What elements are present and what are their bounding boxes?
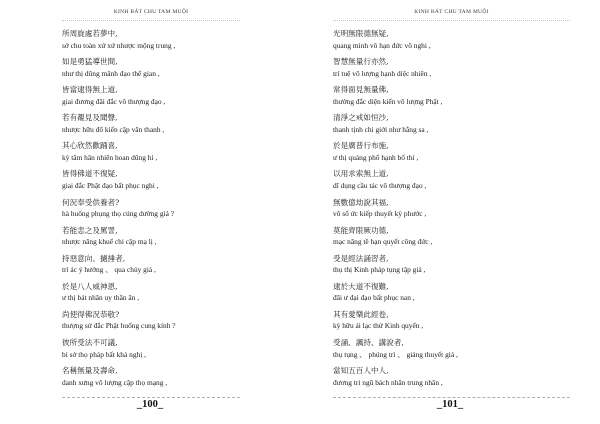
verse-pair (62, 56, 176, 84)
verse-pair (62, 197, 176, 225)
verse-viet-line: hà huống phụng thọ cúng dường giả ? (62, 209, 174, 219)
verse-han-line: 若能恚之及罵詈, (62, 225, 118, 235)
verse-viet-line: ư thị quảng phổ hạnh bố thí , (333, 152, 419, 162)
verse-pair (62, 365, 176, 393)
verse-pair (333, 168, 458, 196)
verse-pair (333, 281, 458, 309)
verse-pair (333, 365, 458, 393)
verse-pair (62, 28, 176, 56)
verse-han-line: 當知五百人中人, (333, 366, 389, 376)
verse-viet-line: trì ác ý hướng 、 qua chủy giả , (62, 265, 156, 275)
verse-han-line: 莫能齊限厥功德, (333, 225, 389, 235)
verse-han-line: 光明無限德無疑, (333, 29, 389, 38)
verse-han-line: 名稱無量及壽命, (62, 366, 118, 376)
verse-pair (62, 309, 176, 337)
verse-pair (62, 225, 176, 253)
verse-viet-line: giai đương đãi đắc vô thượng đạo , (62, 96, 166, 106)
verse-han-line: 何況奉受供養者? (62, 197, 120, 207)
verse-han-line: 逮於大道不復難, (333, 281, 389, 291)
verse-viet-line: thụ tụng 、 phúng trì 、 giảng thuyết giả , (333, 349, 458, 359)
verse-pair (333, 197, 458, 225)
verse-viet-line: đương tri ngũ bách nhân trung nhân , (333, 377, 443, 387)
verse-han-line: 常得面見無量佛, (333, 85, 389, 95)
verse-pair (333, 84, 458, 112)
verse-pair (333, 225, 458, 253)
verse-han-line: 受是經法誦習者, (333, 253, 389, 263)
running-header: KINH BÁT CHU TAM MUỘI (113, 9, 189, 15)
verse-pair (62, 337, 176, 365)
verse-viet-line: sở chu toàn xứ xứ nhược mộng trung , (62, 40, 176, 50)
verse-han-line: 若有覩見及聞聲, (62, 113, 118, 123)
verse-viet-line: ư thị bát nhân uy thần ân , (62, 293, 140, 303)
right-page (300, 0, 600, 424)
verse-viet-line: vô số ức kiếp thuyết kỳ phước , (333, 209, 427, 219)
page-number: _100_ (136, 399, 164, 410)
verse-viet-line: đãi ư đại đạo bất phục nan , (333, 293, 415, 303)
verse-viet-line: thường đắc diện kiến vô lượng Phật , (333, 96, 443, 106)
verse-list (333, 28, 458, 393)
verse-viet-line: thanh tịnh chi giới như hằng sa , (333, 124, 429, 134)
verse-pair (62, 112, 176, 140)
verse-viet-line: nhược năng khuể chi cập mạ lị , (62, 237, 157, 247)
verse-han-line: 彼所受法不可議, (62, 338, 118, 348)
verse-viet-line: trí tuệ vô lượng hạnh diệc nhiên , (333, 68, 432, 78)
verse-viet-line: thượng sử đắc Phật huống cung kính ? (62, 321, 176, 331)
verse-list (62, 28, 176, 393)
verse-pair (333, 28, 458, 56)
verse-viet-line: giai đắc Phật đạo bất phục nghi , (62, 180, 159, 190)
footer-rule (62, 397, 240, 398)
header-rule (62, 20, 240, 21)
verse-han-line: 以用求索無上道, (333, 169, 389, 179)
verse-viet-line: dĩ dụng cầu tác vô thượng đạo , (333, 180, 427, 190)
verse-viet-line: thụ thị Kinh pháp tụng tập giả , (333, 265, 426, 275)
page-number: _101_ (436, 399, 464, 410)
verse-pair (62, 168, 176, 196)
verse-han-line: 持惡意向、撾捶者, (62, 253, 126, 263)
verse-pair (62, 281, 176, 309)
verse-han-line: 尚使得佛況恭敬? (62, 309, 120, 319)
verse-viet-line: kỳ tâm hân nhiên hoan dũng hỉ , (62, 152, 158, 162)
verse-han-line: 所周旋處若夢中, (62, 29, 118, 38)
verse-viet-line: mạc năng tề hạn quyết công đức , (333, 237, 433, 247)
verse-han-line: 無數億劫說其福, (333, 197, 389, 207)
verse-han-line: 智慧無量行亦然, (333, 57, 389, 67)
verse-pair (333, 112, 458, 140)
verse-pair (333, 56, 458, 84)
verse-han-line: 其心欣然歡踊喜, (62, 141, 118, 151)
verse-viet-line: nhược hữu đổ kiến cập văn thanh , (62, 124, 165, 134)
verse-viet-line: danh xưng vô lượng cập thọ mạng , (62, 377, 168, 387)
header-rule (333, 20, 570, 21)
verse-viet-line: bỉ sở thọ pháp bất khả nghị , (62, 349, 146, 359)
verse-viet-line: như thị dũng mãnh đạo thế gian , (62, 68, 160, 78)
verse-pair (62, 140, 176, 168)
verse-viet-line: quang minh vô hạn đức vô nghi , (333, 40, 431, 50)
verse-pair (62, 84, 176, 112)
verse-han-line: 其有愛樂此經卷, (333, 309, 389, 319)
verse-pair (333, 253, 458, 281)
verse-viet-line: kỳ hữu ái lạc thử Kinh quyển , (333, 321, 424, 331)
verse-han-line: 受誦、諷持、講說者, (333, 338, 404, 348)
verse-han-line: 如是勇猛導世間, (62, 57, 118, 67)
verse-pair (333, 140, 458, 168)
footer-rule (333, 397, 570, 398)
verse-pair (333, 337, 458, 365)
verse-han-line: 清淨之戒如恒沙, (333, 113, 389, 123)
verse-han-line: 於是廣普行布施, (333, 141, 389, 151)
verse-pair (333, 309, 458, 337)
verse-pair (62, 253, 176, 281)
verse-han-line: 於是八人威神恩, (62, 281, 118, 291)
running-header: KINH BÁT CHU TAM MUỘI (414, 9, 489, 15)
verse-han-line: 皆得佛道不復疑, (62, 169, 118, 179)
verse-han-line: 皆當逮得無上道, (62, 85, 118, 95)
